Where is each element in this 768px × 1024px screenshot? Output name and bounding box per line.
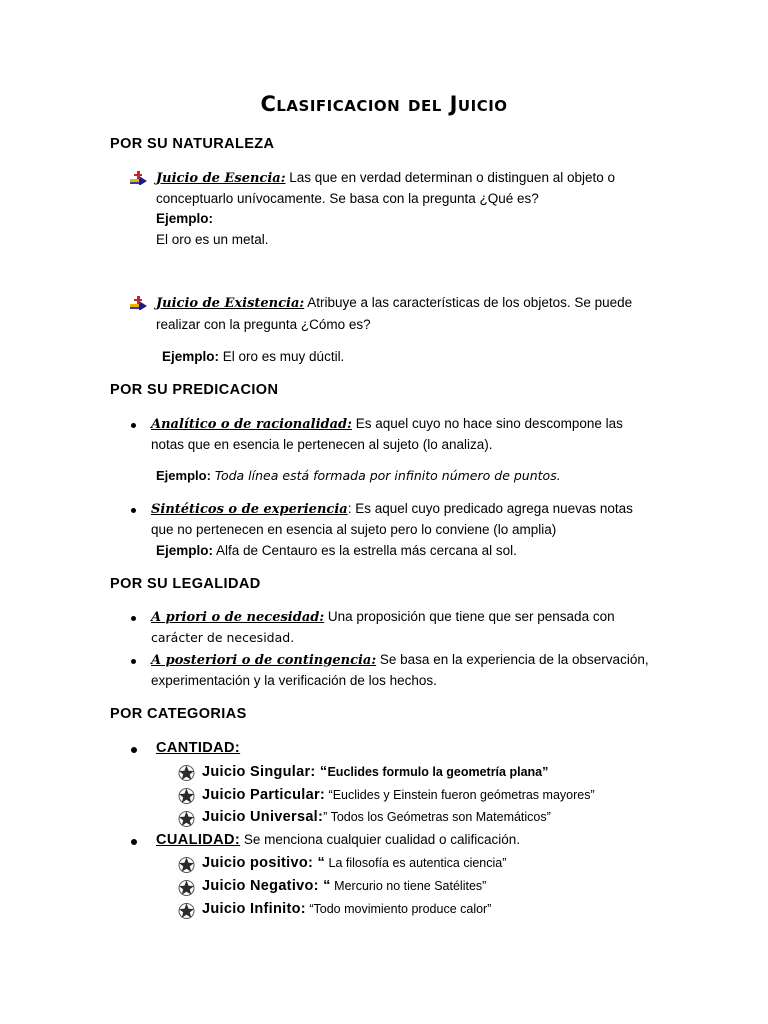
example-label: Ejemplo: [156,211,214,226]
definition-text: Las que en verdad determinan o distinguen al objeto o [285,170,615,185]
example-line [156,543,517,558]
example-text: Alfa de Centauro es la estrella más cercana al sol. [213,543,517,558]
definition-text: Atribuye a las características de los objetos. Se puede [304,295,633,310]
definition-continued: realizar con la pregunta ¿Cómo es? [156,317,371,332]
section-heading-legalidad: POR SU LEGALIDAD [110,576,261,592]
example-line [156,468,561,483]
bullet-icon [131,659,136,664]
section-heading-categorias: POR CATEGORIAS [110,706,247,722]
definition-continued: que no pertenecen en esencia al sujeto pero lo conviene (lo amplia) [151,522,557,537]
juicio-example: “Todo movimiento produce calor” [305,902,492,916]
section-heading-naturaleza: POR SU NATURALEZA [110,136,275,152]
juicio-example: Mercurio no tiene Satélites” [330,879,487,893]
bullet-icon [131,616,136,621]
example-label: Ejemplo: [156,543,214,558]
term-sinteticos: Sintéticos o de experiencia [151,502,348,517]
section-heading-predicacion: POR SU PREDICACION [110,382,279,398]
list-item-sinteticos [151,501,633,517]
definition-text: Es aquel cuyo no hace sino descompone las [351,416,623,431]
term-juicio-esencia: Juicio de Esencia: [156,171,286,186]
example-text: Toda línea está formada por infinito número de puntos. [210,468,561,483]
document-title: Clasificacion del Juicio [260,92,508,116]
juicio-name: Juicio Universal: [202,809,324,825]
juicio-name: Juicio Infinito: [202,901,306,917]
juicio-example: ” Todos los Geómetras son Matemáticos” [323,810,551,824]
list-item-juicio-singular [202,763,548,781]
definition-continued: carácter de necesidad. [151,630,295,645]
list-item-juicio-universal [202,808,551,826]
arrow-bullet-icon [130,296,148,310]
category-cualidad: CUALIDAD: [156,832,241,848]
list-item-existencia [156,295,632,311]
star-bullet-icon [178,902,195,919]
star-bullet-icon [178,810,195,827]
arrow-bullet-icon [130,171,148,185]
example-line [162,349,344,364]
category-cantidad: CANTIDAD: [156,740,241,756]
term-juicio-existencia: Juicio de Existencia: [156,296,305,311]
example-label: Ejemplo: [162,349,220,364]
list-item-a-priori [151,609,615,625]
juicio-name: Juicio Singular: [202,764,316,780]
juicio-example: Euclides formulo la geometría plana” [327,765,549,779]
quote-mark: “ [315,764,328,780]
list-item-esencia [156,170,615,186]
term-a-posteriori: A posteriori o de contingencia: [151,653,377,668]
list-item-juicio-infinito [202,900,491,918]
list-item-analitico [151,416,623,432]
definition-continued: experimentación y la verificación de los hechos. [151,673,437,688]
example-text: El oro es un metal. [156,232,269,247]
category-cualidad-line [156,831,520,849]
star-bullet-icon [178,856,195,873]
term-analitico: Analítico o de racionalidad: [151,417,352,432]
example-label: Ejemplo: [156,468,211,483]
bullet-icon [131,747,137,753]
definition-text: : Es aquel cuyo predicado agrega nuevas notas [347,501,633,516]
star-bullet-icon [178,879,195,896]
juicio-name: Juicio Negativo: [202,878,319,894]
category-description: Se menciona cualquier cualidad o calificación. [240,832,521,847]
list-item-a-posteriori [151,652,649,668]
star-bullet-icon [178,764,195,781]
juicio-example: La filosofía es autentica ciencia” [325,856,507,870]
list-item-juicio-negativo [202,877,486,895]
juicio-example: “Euclides y Einstein fueron geómetras mayores” [325,788,595,802]
definition-continued: notas que en esencia le pertenecen al sujeto (lo analiza). [151,437,493,452]
term-a-priori: A priori o de necesidad: [151,610,325,625]
definition-text: Se basa en la experiencia de la observación, [376,652,649,667]
definition-text: Una proposición que tiene que ser pensada con [324,609,615,624]
quote-mark: “ [318,878,331,894]
star-bullet-icon [178,787,195,804]
bullet-icon [131,839,137,845]
bullet-icon [131,508,136,513]
juicio-name: Juicio positivo: [202,855,314,871]
list-item-juicio-particular [202,786,595,804]
list-item-juicio-positivo [202,854,506,872]
example-text: El oro es muy dúctil. [219,349,345,364]
quote-mark: “ [313,855,326,871]
definition-continued: conceptuarlo unívocamente. Se basa con la pregunta ¿Qué es? [156,191,539,206]
juicio-name: Juicio Particular: [202,787,326,803]
bullet-icon [131,423,136,428]
